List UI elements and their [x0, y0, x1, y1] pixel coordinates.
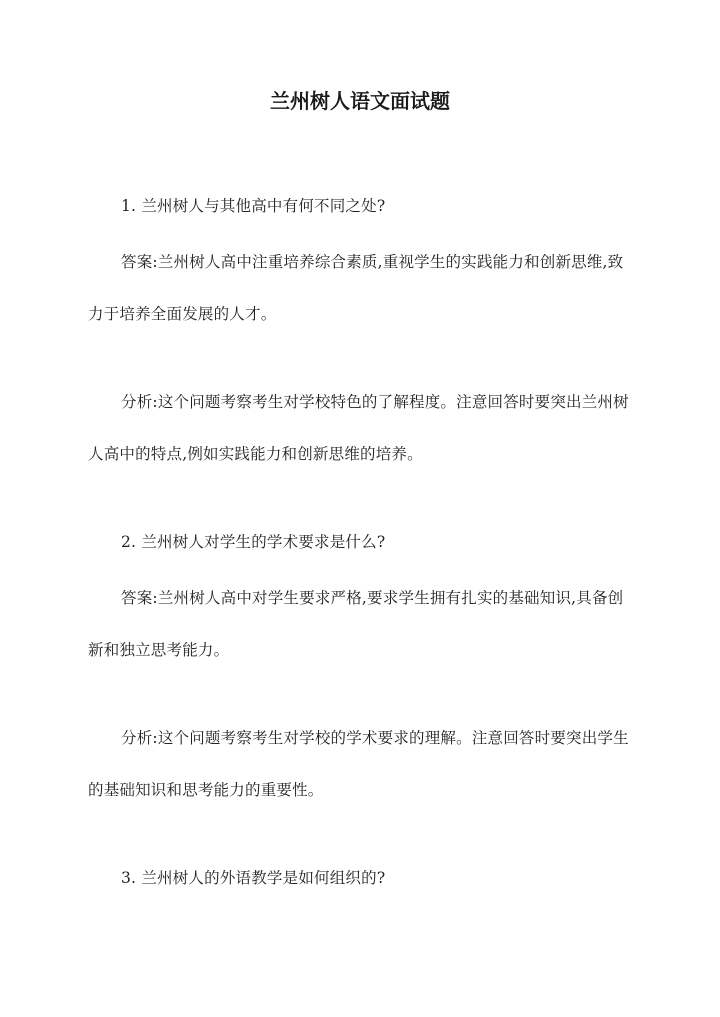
- question-2: 2. 兰州树人对学生的学术要求是什么?: [121, 533, 386, 551]
- analysis-2: 分析:这个问题考察考生对学校的学术要求的理解。注意回答时要突出学生的基础知识和思考能力的重要性。: [88, 729, 629, 799]
- question-3: 3. 兰州树人的外语教学是如何组织的?: [121, 869, 386, 887]
- answer-1: 答案:兰州树人高中注重培养综合素质,重视学生的实践能力和创新思维,致力于培养全面发展的人才。: [88, 253, 624, 323]
- analysis-1: 分析:这个问题考察考生对学校特色的了解程度。注意回答时要突出兰州树人高中的特点,例如实践能力和创新思维的培养。: [88, 393, 629, 463]
- question-1: 1. 兰州树人与其他高中有何不同之处?: [121, 197, 386, 215]
- document-title: 兰州树人语文面试题: [270, 89, 450, 113]
- answer-2: 答案:兰州树人高中对学生要求严格,要求学生拥有扎实的基础知识,具备创新和独立思考能力。: [88, 589, 624, 659]
